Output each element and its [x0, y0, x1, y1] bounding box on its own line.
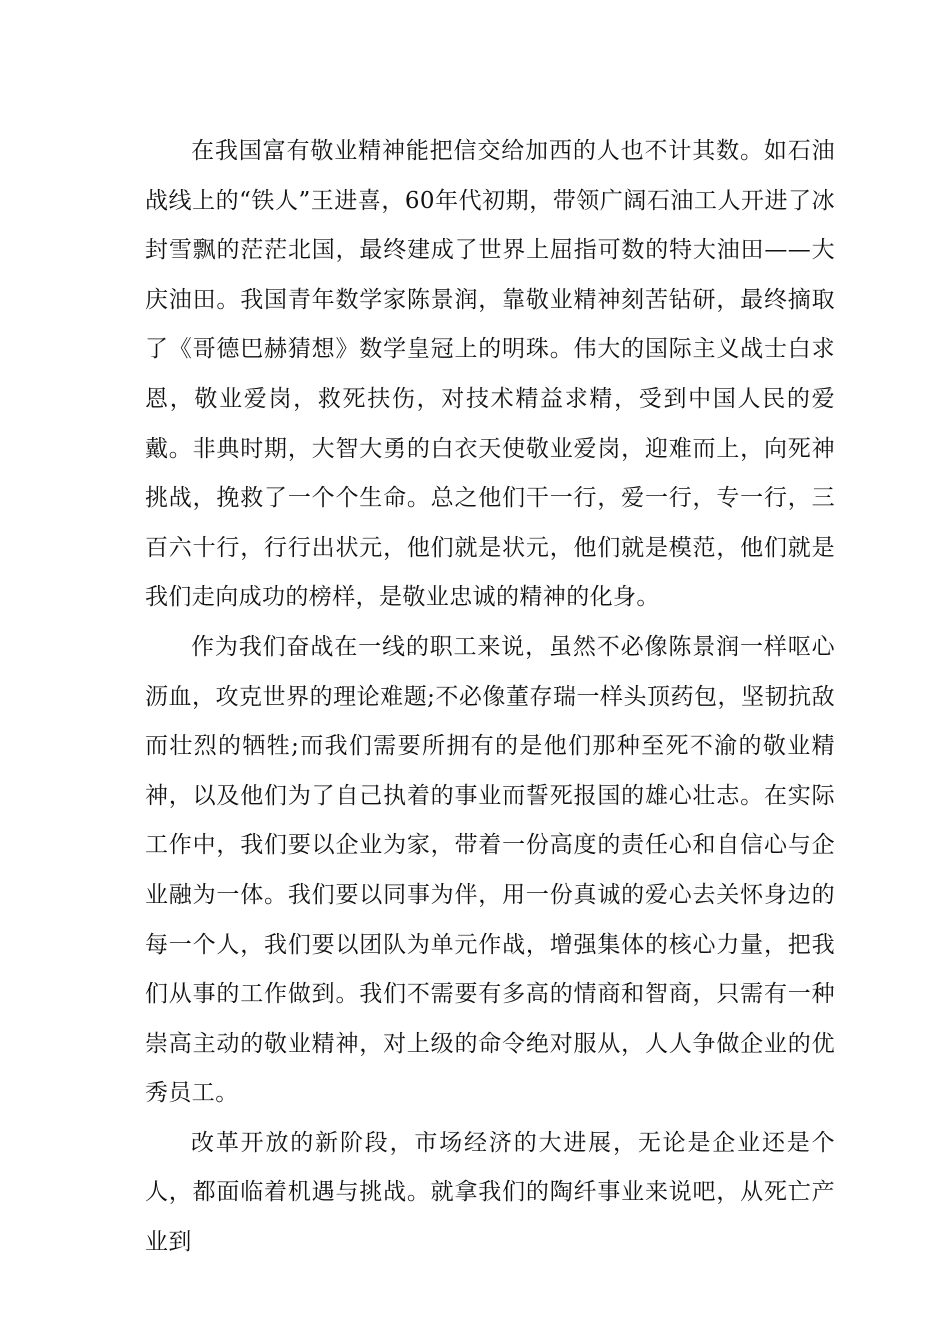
paragraph-2: 作为我们奋战在一线的职工来说，虽然不必像陈景润一样呕心沥血，攻克世界的理论难题;不必像董存瑞一样头顶药包，坚韧抗敌而壮烈的牺牲;而我们需要所拥有的是他们那种至死不渝的敬业精神，以及他们为了自己执着的事业而誓死报国的雄心壮志。在实际工作中，我们要以企业为家，带着一份高度的责任心和自信心与企业融为一体。我们要以同事为伴，用一份真诚的爱心去关怀身边的每一个人，我们要以团队为单元作战，增强集体的核心力量，把我们从事的工作做到。我们不需要有多高的情商和智商，只需有一种崇高主动的敬业精神，对上级的命令绝对服从，人人争做企业的优秀员工。 — [145, 633, 835, 1107]
paragraph-3: 改革开放的新阶段，市场经济的大进展，无论是企业还是个人，都面临着机遇与挑战。就拿我们的陶纤事业来说吧，从死亡产业到 — [145, 1129, 835, 1256]
document-body — [145, 127, 835, 1268]
paragraph-1: 在我国富有敬业精神能把信交给加西的人也不计其数。如石油战线上的“铁人”王进喜，60年代初期，带领广阔石油工人开进了冰封雪飘的茫茫北国，最终建成了世界上屈指可数的特大油田——大庆油田。我国青年数学家陈景润，靠敬业精神刻苦钻研，最终摘取了《哥德巴赫猜想》数学皇冠上的明珠。伟大的国际主义战士白求恩，敬业爱岗，救死扶伤，对技术精益求精，受到中国人民的爱戴。非典时期，大智大勇的白衣天使敬业爱岗，迎难而上，向死神挑战，挽救了一个个生命。总之他们干一行，爱一行，专一行，三百六十行，行行出状元，他们就是状元，他们就是模范，他们就是我们走向成功的榜样，是敬业忠诚的精神的化身。 — [145, 138, 835, 611]
